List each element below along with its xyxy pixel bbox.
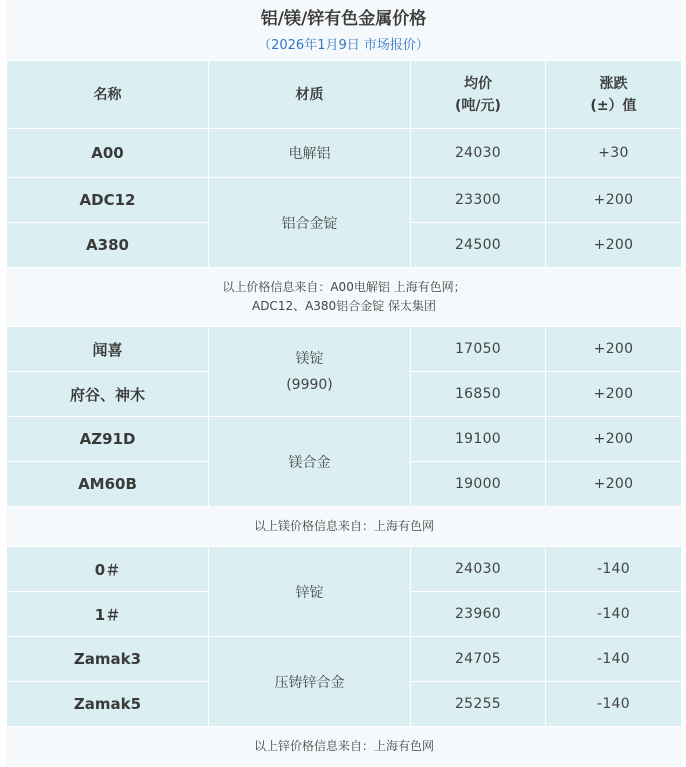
title-block (6, 0, 681, 60)
header-name: 名称 (7, 61, 209, 129)
price-table (6, 60, 682, 767)
row-name: AM60B (7, 462, 209, 507)
row-change: -140 (546, 637, 682, 682)
row-material: 电解铝 (209, 129, 411, 178)
row-price: 24030 (411, 547, 546, 592)
row-price: 16850 (411, 372, 546, 417)
note-line: 以上价格信息来自：A00电解铝 上海有色网； (222, 280, 466, 294)
row-price: 17050 (411, 327, 546, 372)
header-change-line2: (±）值 (590, 97, 637, 114)
row-change: +30 (546, 129, 682, 178)
table-row (7, 129, 682, 178)
row-price: 23960 (411, 592, 546, 637)
row-name: A00 (7, 129, 209, 178)
row-price: 24500 (411, 223, 546, 268)
row-name: 1＃ (7, 592, 209, 637)
row-price: 23300 (411, 178, 546, 223)
header-change-line1: 涨跌 (599, 75, 628, 92)
row-name: ADC12 (7, 178, 209, 223)
zinc-source-note: 以上锌价格信息来自：上海有色网 (7, 727, 682, 767)
material-line: (9990) (286, 376, 333, 393)
table-row (7, 547, 682, 592)
source-note-row (7, 727, 682, 767)
row-name: 闻喜 (7, 327, 209, 372)
header-change (546, 61, 682, 129)
row-price: 24705 (411, 637, 546, 682)
row-price: 24030 (411, 129, 546, 178)
aluminum-source-note (7, 268, 682, 327)
row-change: +200 (546, 327, 682, 372)
row-material: 铝合金锭 (209, 178, 411, 268)
row-name: 0＃ (7, 547, 209, 592)
table-row (7, 178, 682, 223)
row-name: 府谷、神木 (7, 372, 209, 417)
row-price: 19000 (411, 462, 546, 507)
row-change: +200 (546, 372, 682, 417)
row-material: 镁合金 (209, 417, 411, 507)
table-row (7, 327, 682, 372)
source-note-row (7, 268, 682, 327)
table-row (7, 417, 682, 462)
page-subtitle: （2026年1月9日 市场报价） (258, 38, 429, 53)
row-material: 压铸锌合金 (209, 637, 411, 727)
row-price: 25255 (411, 682, 546, 727)
note-line: ADC12、A380铝合金锭 保太集团 (251, 299, 437, 313)
row-change: +200 (546, 178, 682, 223)
header-price-line1: 均价 (464, 75, 492, 92)
row-change: -140 (546, 682, 682, 727)
magnesium-source-note: 以上镁价格信息来自：上海有色网 (7, 507, 682, 547)
row-change: +200 (546, 417, 682, 462)
table-header-row (7, 61, 682, 129)
row-name: Zamak3 (7, 637, 209, 682)
row-change: +200 (546, 462, 682, 507)
source-note-row (7, 507, 682, 547)
row-name: A380 (7, 223, 209, 268)
row-material (209, 327, 411, 417)
table-row (7, 637, 682, 682)
material-line: 镁锭 (295, 350, 324, 367)
row-name: Zamak5 (7, 682, 209, 727)
price-document (6, 0, 681, 760)
header-price (411, 61, 546, 129)
row-material: 锌锭 (209, 547, 411, 637)
row-name: AZ91D (7, 417, 209, 462)
header-price-line2: (吨/元) (455, 97, 501, 114)
row-change: -140 (546, 547, 682, 592)
page-title: 铝/镁/锌有色金属价格 (260, 9, 427, 29)
row-price: 19100 (411, 417, 546, 462)
row-change: -140 (546, 592, 682, 637)
row-change: +200 (546, 223, 682, 268)
header-material: 材质 (209, 61, 411, 129)
